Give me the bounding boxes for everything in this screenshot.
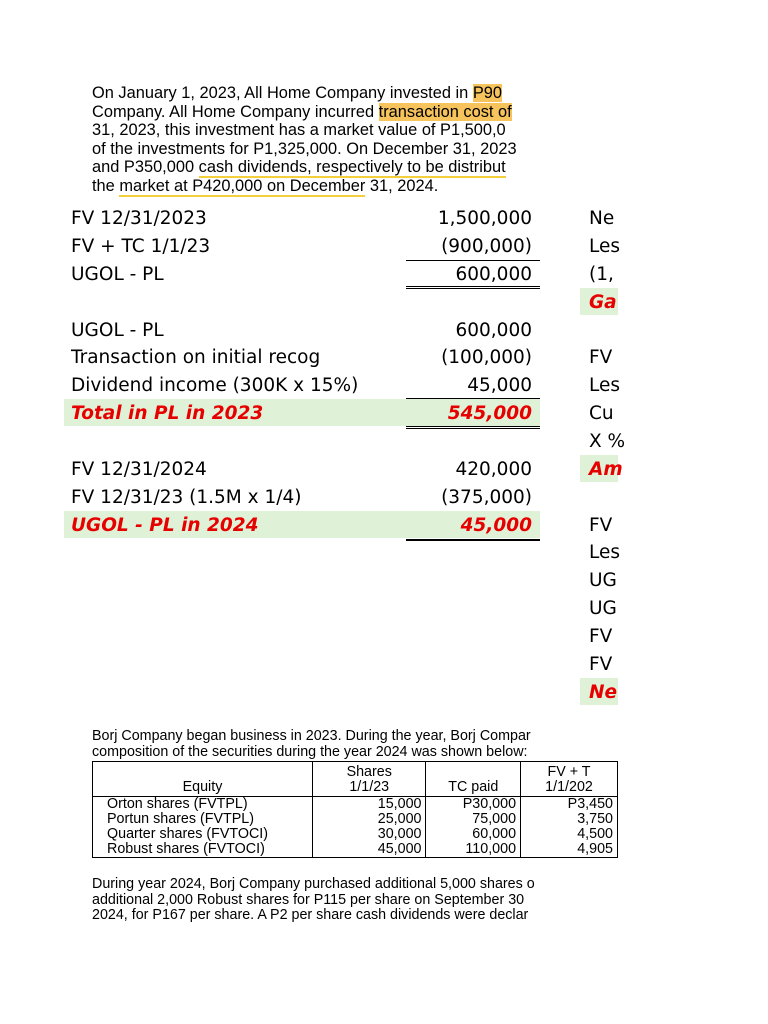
- cell-tc: 60,000: [426, 827, 521, 842]
- right-column-cell[interactable]: [580, 427, 626, 454]
- worksheet-row[interactable]: [64, 232, 540, 259]
- right-column-total-cell[interactable]: [580, 678, 618, 705]
- right-column-cell[interactable]: [580, 371, 621, 398]
- problem-line: [92, 103, 618, 122]
- underlined-text: cash dividends, respectively to be distribut: [198, 158, 506, 177]
- problem-line: 2024, for P167 per share. A P2 per share cash dividends were declar: [92, 907, 529, 923]
- problem-line: During year 2024, Borj Company purchased additional 5,000 shares o: [92, 876, 535, 892]
- cell-fv: 3,750: [521, 812, 618, 827]
- cell-text: FV: [589, 626, 613, 647]
- problem-line: [92, 177, 618, 196]
- worksheet-row[interactable]: [64, 371, 540, 398]
- cell-equity: Orton shares (FVTPL): [93, 797, 313, 813]
- right-column-cell[interactable]: [580, 232, 621, 259]
- cell-text: Les: [589, 375, 621, 396]
- underlined-text: market at P420,000 on December: [119, 176, 366, 195]
- cell-fv: 4,500: [521, 827, 618, 842]
- row-value: 600,000: [455, 264, 532, 285]
- total-double-line: [406, 426, 540, 429]
- row-label: FV + TC 1/1/23: [71, 236, 211, 257]
- cell-tc: 110,000: [426, 842, 521, 858]
- total-line: [406, 539, 540, 541]
- row-label: UGOL - PL: [71, 264, 164, 285]
- worksheet-row[interactable]: [64, 204, 540, 231]
- row-value: (375,000): [441, 487, 532, 508]
- problem-text-2: [92, 728, 618, 760]
- row-label: FV 12/31/2023: [71, 208, 207, 229]
- row-value: (100,000): [441, 347, 532, 368]
- right-column-cell[interactable]: [580, 538, 621, 565]
- cell-shares: 30,000: [312, 827, 426, 842]
- worksheet-row[interactable]: [64, 260, 540, 287]
- cell-text: (1,: [589, 264, 614, 285]
- table-row: [93, 827, 618, 842]
- cell-shares: 15,000: [312, 797, 426, 813]
- equity-table: [92, 761, 618, 858]
- cell-shares: 45,000: [312, 842, 426, 858]
- total-row[interactable]: [64, 511, 540, 538]
- cell-text: Les: [589, 236, 621, 257]
- table-header-row: [93, 762, 618, 797]
- table-row: [93, 842, 618, 858]
- worksheet-row[interactable]: [64, 343, 540, 370]
- row-label: UGOL - PL in 2024: [71, 515, 259, 536]
- header-line: Shares: [346, 764, 392, 780]
- cell-text: FV: [589, 515, 613, 536]
- header-line: 1/1/23: [349, 779, 390, 795]
- cell-text: UG: [589, 570, 617, 591]
- cell-text: Am: [589, 459, 623, 480]
- right-column-cell[interactable]: [580, 204, 618, 231]
- right-column-cell[interactable]: [580, 399, 618, 426]
- row-value: 45,000: [460, 515, 532, 536]
- problem-text-3: [92, 877, 618, 924]
- problem-line: 31, 2023, this investment has a market value of P1,500,0: [92, 121, 506, 140]
- right-column-total-cell[interactable]: [580, 288, 618, 315]
- cell-text: X %: [589, 431, 626, 452]
- column-header-tc-paid: TC paid: [426, 762, 521, 797]
- row-label: Dividend income (300K x 15%): [71, 375, 359, 396]
- total-double-line: [406, 286, 540, 289]
- text: On January 1, 2023, All Home Company invested in: [92, 84, 473, 102]
- row-label: FV 12/31/23 (1.5M x 1/4): [71, 487, 302, 508]
- column-header-fv: [521, 762, 618, 797]
- problem-line: Borj Company began business in 2023. During the year, Borj Compar: [92, 728, 531, 744]
- row-value: 545,000: [447, 403, 532, 424]
- cell-equity: Portun shares (FVTPL): [93, 812, 313, 827]
- cell-text: UG: [589, 598, 617, 619]
- row-label: UGOL - PL: [71, 320, 164, 341]
- worksheet-row[interactable]: [64, 316, 540, 343]
- cell-text: FV: [589, 654, 613, 675]
- cell-text: Ga: [589, 292, 617, 313]
- cell-text: Les: [589, 542, 621, 563]
- row-value: 600,000: [455, 320, 532, 341]
- row-label: Total in PL in 2023: [71, 403, 264, 424]
- problem-line: composition of the securities during the year 2024 was shown below:: [92, 744, 528, 760]
- equity-table-wrapper: [92, 761, 618, 860]
- right-column-total-cell[interactable]: [580, 455, 623, 482]
- problem-line: of the investments for P1,325,000. On December 31, 2023: [92, 139, 517, 158]
- text: and P350,000: [92, 158, 199, 177]
- table-row: [93, 812, 618, 827]
- row-value: 45,000: [467, 375, 532, 396]
- cell-text: Cu: [589, 403, 614, 424]
- text: the: [92, 176, 120, 195]
- right-column-cell[interactable]: [580, 511, 618, 538]
- cell-equity: Robust shares (FVTOCI): [93, 842, 313, 858]
- header-line: 1/1/202: [545, 779, 593, 795]
- text: 31, 2024.: [365, 176, 439, 195]
- right-column-cell[interactable]: [580, 260, 618, 287]
- cell-tc: 75,000: [426, 812, 521, 827]
- cell-fv: P3,450: [521, 797, 618, 813]
- worksheet-row[interactable]: [64, 455, 540, 482]
- row-label: Transaction on initial recog: [71, 347, 321, 368]
- cell-text: Ne: [589, 208, 615, 229]
- right-column-cell[interactable]: [580, 650, 618, 677]
- text: Company. All Home Company incurred: [92, 102, 379, 121]
- cell-equity: Quarter shares (FVTOCI): [93, 827, 313, 842]
- problem-line: [92, 84, 618, 103]
- row-value: 1,500,000: [437, 208, 532, 229]
- table-row: [93, 797, 618, 813]
- right-column-cell[interactable]: [580, 343, 618, 370]
- row-label: FV 12/31/2024: [71, 459, 207, 480]
- cell-text: FV: [589, 347, 613, 368]
- highlight-text: P90: [472, 84, 503, 102]
- header-line: FV + T: [547, 764, 591, 780]
- problem-line: [92, 158, 618, 177]
- problem-line: additional 2,000 Robust shares for P115 per share on September 30: [92, 891, 525, 908]
- highlight-text: transaction cost of: [378, 102, 512, 121]
- column-header-shares: [312, 762, 426, 797]
- right-column-cell[interactable]: [580, 594, 618, 621]
- cell-text: Ne: [589, 682, 618, 703]
- right-column-cell[interactable]: [580, 622, 618, 649]
- column-header-equity: Equity: [93, 762, 313, 797]
- cell-shares: 25,000: [312, 812, 426, 827]
- right-column-cell[interactable]: [580, 566, 618, 593]
- worksheet-row[interactable]: [64, 483, 540, 510]
- row-value: 420,000: [455, 459, 532, 480]
- cell-fv: 4,905: [521, 842, 618, 858]
- problem-text-1: [92, 84, 618, 196]
- total-row[interactable]: [64, 399, 540, 426]
- cell-tc: P30,000: [426, 797, 521, 813]
- row-value: (900,000): [441, 236, 532, 257]
